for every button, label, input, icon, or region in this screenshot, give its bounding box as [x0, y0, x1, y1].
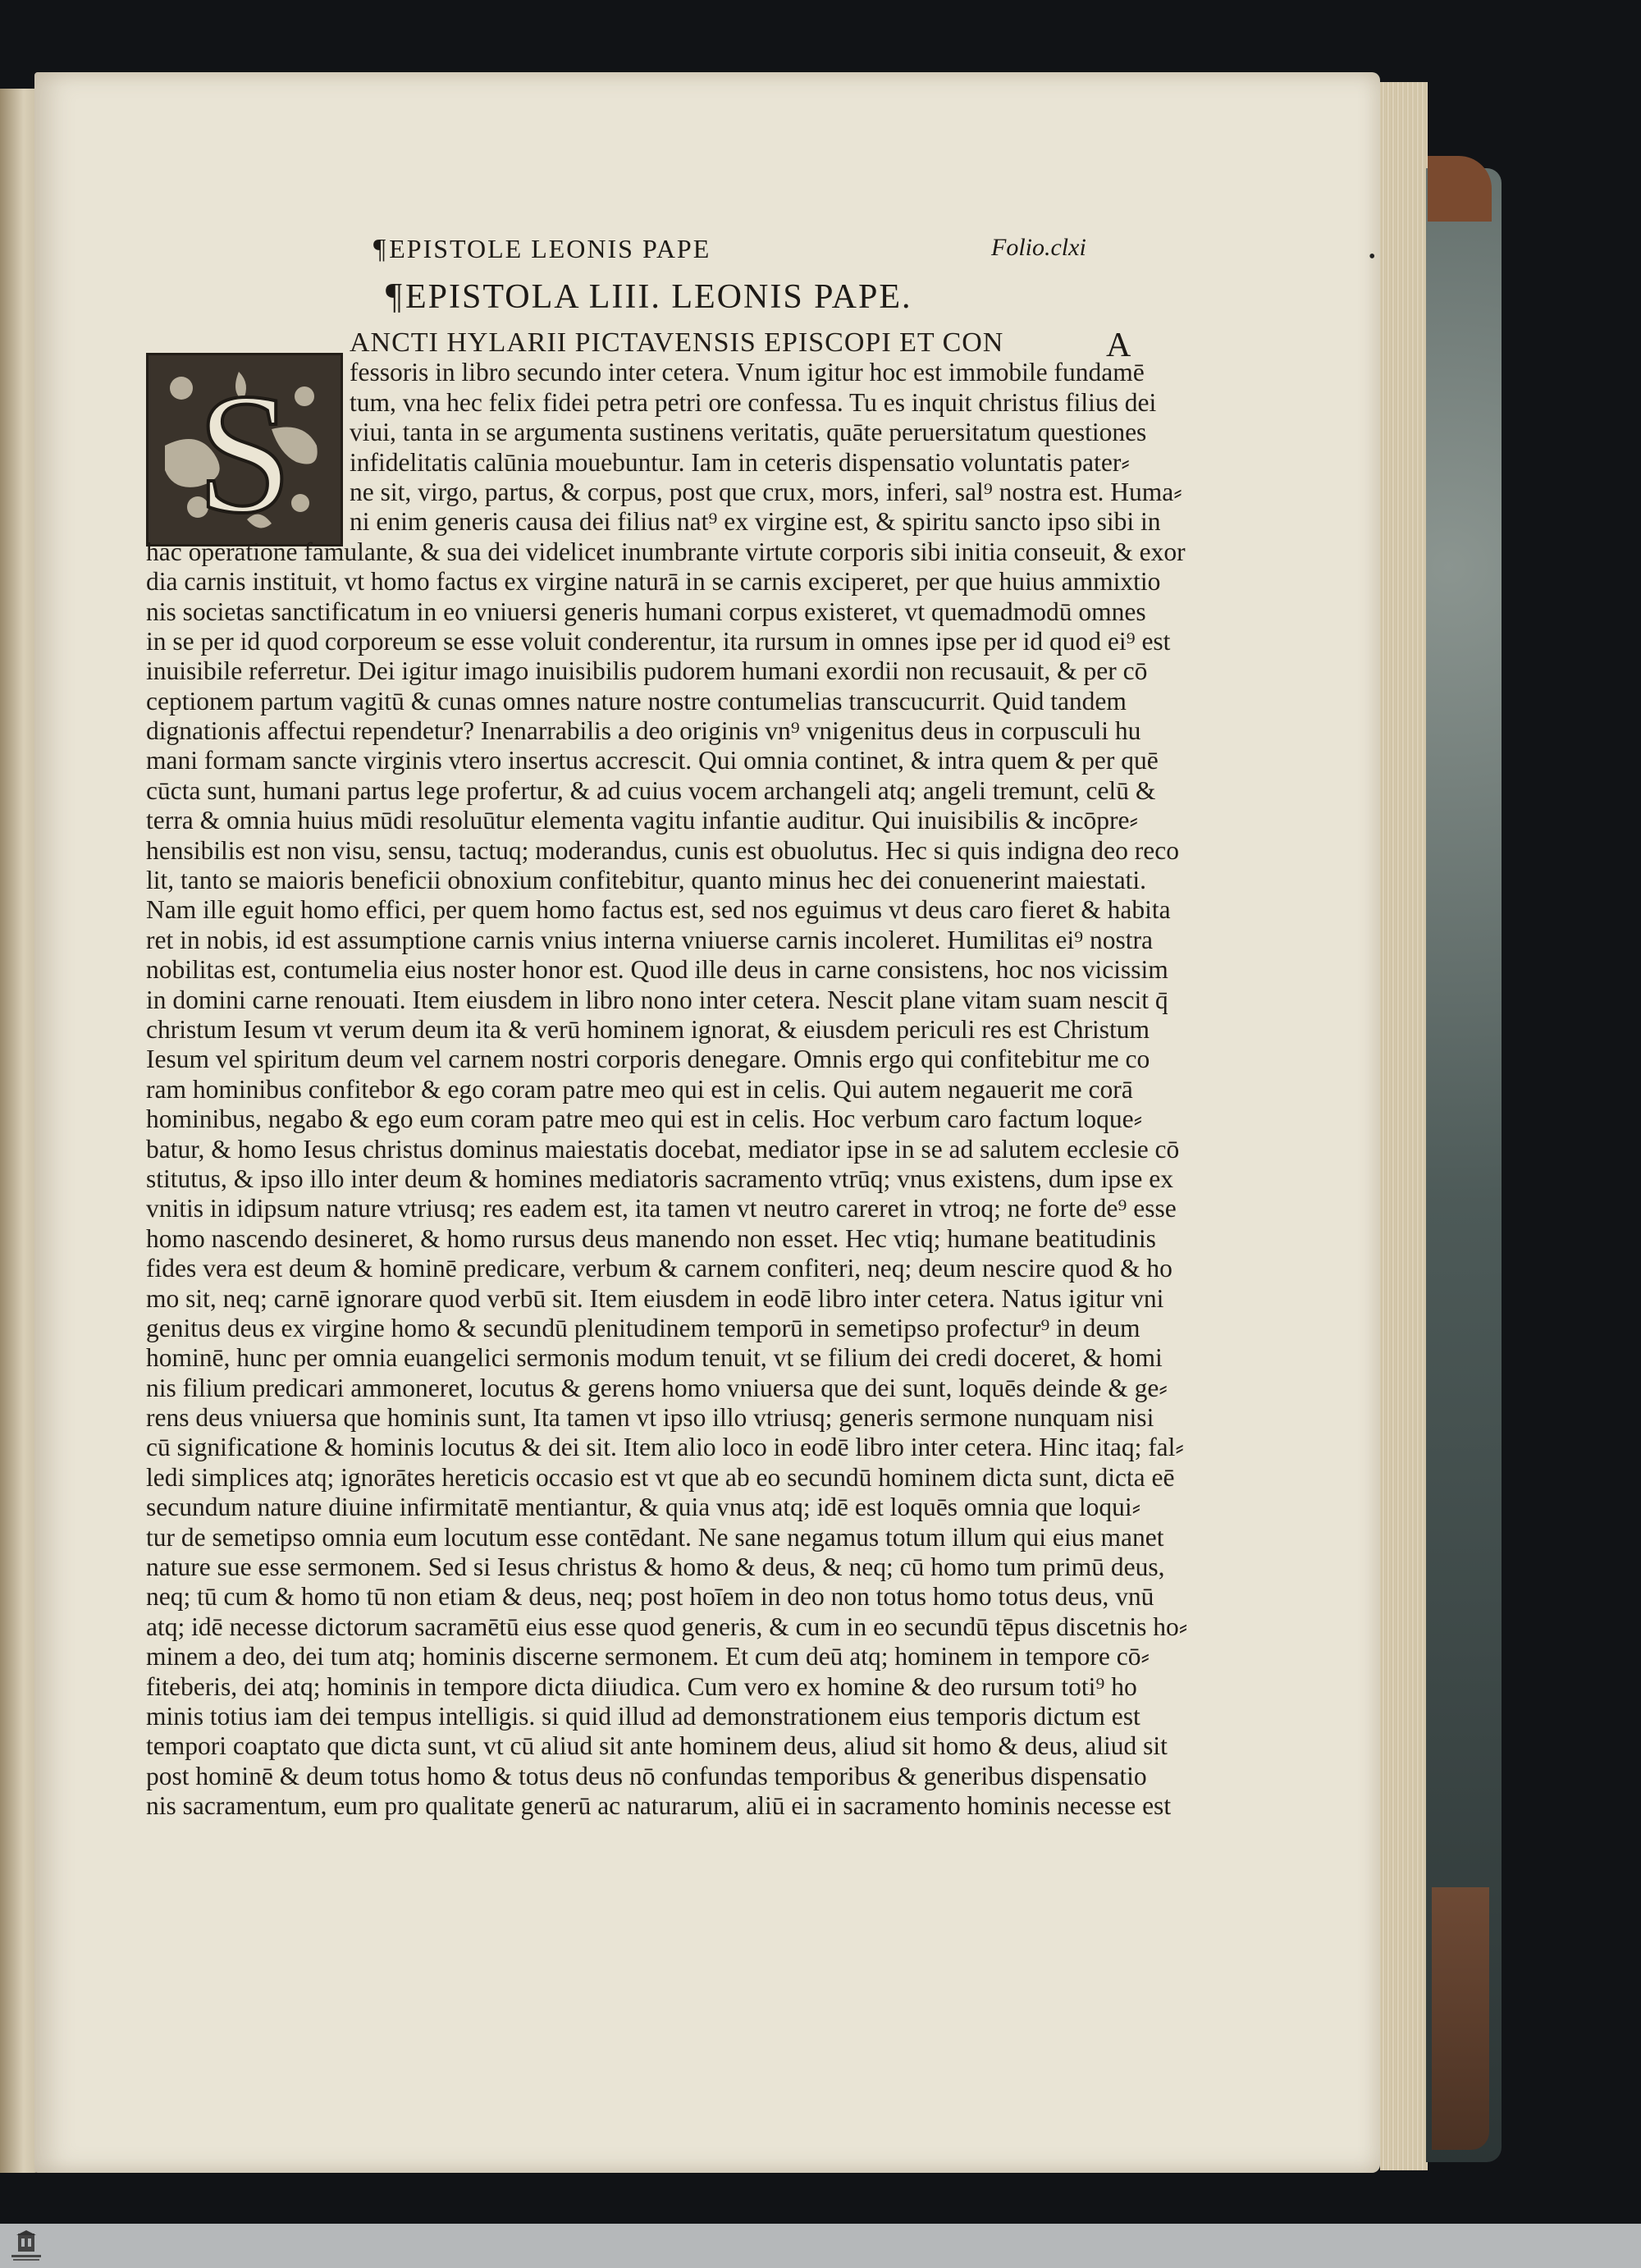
text-line: tum, vna hec felix fidei petra petri ore confessa. Tu es inquit christus filius dei [350, 387, 1157, 417]
text-line: fiteberis, dei atq; hominis in tempore dicta diiudica. Cum vero ex homine & deo rursum toti⁹ ho [146, 1671, 1137, 1701]
text-line: nobilitas est, contumelia eius noster honor est. Quod ille deus in carne consistens, hoc nos vicissim [146, 955, 1168, 985]
text-line: cūcta sunt, humani partus lege profertur, & ad cuius vocem archangeli atq; angeli tremunt, celū & [146, 775, 1156, 805]
text-line: hac operatione famulante, & sua dei videlicet inumbrante virtute corporis sibi initia conseuit, & exor [146, 537, 1186, 566]
text-line: post hominē & deum totus homo & totus deus nō confundas temporibus & generibus dispensatio [146, 1761, 1147, 1790]
text-line: dia carnis instituit, vt homo factus ex virgine naturā in se carnis exciperet, per que huius ammixtio [146, 567, 1161, 597]
viewer-footer-bar [0, 2224, 1641, 2268]
text-line: Iesum vel spiritum deum vel carnem nostri corporis denegare. Omnis ergo qui confitebitur me co [146, 1045, 1150, 1074]
text-line: fessoris in libro secundo inter cetera. Vnum igitur hoc est immobile fundamē [350, 358, 1145, 387]
running-title [373, 234, 711, 265]
text-line: inuisibile referretur. Dei igitur imago inuisibilis pudorem humani exordii non recusauit, & per cō [146, 656, 1148, 686]
book-cover [1426, 168, 1502, 2162]
text-line: nis societas sanctificatum in eo vniuersi generis humani corpus existeret, vt quemadmodū omnes [146, 597, 1146, 626]
left-page-edge [0, 89, 39, 2173]
text-line: christum Iesum vt verum deum ita & verū hominem ignorat, & eiusdem periculi res est Christum [146, 1014, 1150, 1044]
text-line: ceptionem partum vagitū & cunas omnes nature nostre contumelias transcucurrit. Quid tandem [146, 686, 1127, 716]
text-line: cū significatione & hominis locutus & dei sit. Item alio loco in eodē libro inter cetera. Hinc itaq; fal⸗ [146, 1433, 1184, 1462]
epistle-title-text: EPISTOLA LIII. LEONIS PAPE. [405, 278, 912, 316]
marginal-annotation [1387, 985, 1411, 1559]
text-line: lit, tanto se maioris beneficii obnoxium confitebitur, quanto minus hec dei conuenerint maiestati. [146, 866, 1147, 895]
text-line: hensibilis est non visu, sensu, tactuq; moderandus, cunis est obuolutus. Hec si quis indigna deo reco [146, 835, 1179, 865]
text-line: tempori coaptato que dicta sunt, vt cū aliud sit ante hominem deus, aliud sit homo & deus, aliud sit [146, 1731, 1168, 1761]
page-mark-dot: • [1369, 246, 1376, 267]
text-line: genitus deus ex virgine homo & secundū plenitudinem temporū in semetipso profectur⁹ in deum [146, 1313, 1140, 1342]
text-line: viui, tanta in se argumenta sustinens veritatis, quāte peruersitatum questiones [350, 418, 1147, 447]
text-line: ret in nobis, id est assumptione carnis vnius interna vniuerse carnis incoleret. Humilitas ei⁹ nostra [146, 925, 1153, 954]
text-line: ANCTI HYLARII PICTAVENSIS EPISCOPI ET CON [350, 327, 1004, 358]
text-line: nature sue esse sermonem. Sed si Iesus christus & homo & deus, & neq; cū homo tum primū deus, [146, 1552, 1165, 1582]
text-line: stitutus, & ipso illo inter deum & homines mediatoris sacramento vtrūq; vnus existens, dum ipse ex [146, 1164, 1173, 1193]
text-line: infidelitatis calūnia mouebuntur. Iam in ceteris dispensatio voluntatis pater⸗ [350, 447, 1130, 477]
initial-letter: S [196, 359, 293, 549]
running-title-text: EPISTOLE LEONIS PAPE [389, 234, 711, 263]
text-line: terra & omnia huius mūdi resoluūtur elementa vagitu infantie auditur. Qui inuisibilis & incōpre⸗ [146, 806, 1138, 835]
text-line: minis totius iam dei tempus intelligis. si quid illud ad demonstrationem eius temporis dictum est [146, 1701, 1140, 1731]
text-line: in domini carne renouati. Item eiusdem in libro nono inter cetera. Nescit plane vitam suam nescit q̄ [146, 985, 1168, 1014]
text-line: atq; idē necesse dictorum sacramētū eius esse quod generis, & cum in eo secundū tēpus discetnis ho⸗ [146, 1612, 1188, 1641]
text-line: dignationis affectui rependetur? Inenarrabilis a deo originis vn⁹ vnigenitus deus in corpusculi hu [146, 716, 1141, 746]
text-line: hominibus, negabo & ego eum coram patre meo qui est in celis. Hoc verbum caro factum loque⸗ [146, 1104, 1143, 1134]
text-line: ne sit, virgo, partus, & corpus, post que crux, mors, inferi, sal⁹ nostra est. Huma⸗ [350, 477, 1182, 506]
text-line: mani formam sancte virginis vtero insertus accrescit. Qui omnia continet, & intra quem & per quē [146, 746, 1159, 775]
text-line: batur, & homo Iesus christus dominus maiestatis docebat, mediator ipse in se ad salutem ecclesie cō [146, 1134, 1180, 1164]
text-line: secundum nature diuine infirmitatē mentiantur, & quia vnus atq; idē est loquēs omnia que loqui⸗ [146, 1493, 1141, 1522]
epistle-title [386, 275, 912, 317]
side-section-letter: A [1106, 327, 1131, 364]
text-line: rens deus vniuersa que hominis sunt, Ita tamen vt ipso illo vtriusq; generis sermone nunquam nisi [146, 1403, 1154, 1433]
pilcrow-mark: ¶ [373, 234, 388, 264]
text-line: fides vera est deum & hominē predicare, verbum & carnem confiteri, neq; deum nescire quod & ho [146, 1254, 1172, 1283]
text-line: ledi simplices atq; ignorātes hereticis occasio est vt que ab eo secundū hominem dicta sunt, dicta eē [146, 1462, 1175, 1492]
text-line: homo nascendo desineret, & homo rursus deus manendo non esset. Hec vtiq; humane beatitudinis [146, 1223, 1156, 1253]
folio-number: Folio.clxi [991, 234, 1086, 261]
pilcrow-mark-title: ¶ [386, 276, 404, 316]
body-text [146, 327, 1188, 1822]
cover-leather-top [1428, 156, 1492, 222]
text-line: Nam ille eguit homo effici, per quem homo factus est, sed nos eguimus vt deus caro fieret & habita [146, 895, 1171, 925]
text-line: hominē, hunc per omnia euangelici sermonis modum tenuit, vt se filium dei credi doceret, & homi [146, 1343, 1163, 1373]
text-line: mo sit, neq; carnē ignorare quod verbū sit. Item eiusdem in eodē libro inter cetera. Natus igitur vni [146, 1283, 1164, 1313]
text-line: ni enim generis causa dei filius nat⁹ ex virgine est, & spiritu sancto ipso sibi in [350, 507, 1161, 537]
text-line: nis filium predicari ammoneret, locutus & gerens homo vniuersa que dei sunt, loquēs deinde & ge⸗ [146, 1373, 1168, 1402]
cover-leather-bottom [1432, 1887, 1489, 2150]
text-line: nis sacramentum, eum pro qualitate generū ac naturarum, aliū ei in sacramento hominis necesse est [146, 1791, 1172, 1821]
text-line: tur de semetipso omnia eum locutum esse contēdant. Ne sane negamus totum illum qui eius manet [146, 1522, 1164, 1552]
library-logo-icon [8, 2230, 44, 2263]
text-line: vnitis in idipsum nature vtriusq; res eadem est, ita tamen vt neutro careret in vtroq; ne forte de⁹ esse [146, 1194, 1177, 1223]
text-line: ram hominibus confitebor & ego coram patre meo qui est in celis. Qui autem negauerit me corā [146, 1074, 1133, 1104]
text-line: minem a deo, dei tum atq; hominis discerne sermonem. Et cum deū atq; hominem in tempore cō⸗ [146, 1642, 1150, 1671]
text-line: neq; tū cum & homo tū non etiam & deus, neq; post hoīem in deo non totus homo totus deus, vnū [146, 1582, 1154, 1612]
text-line: in se per id quod corporeum se esse voluit conderentur, ita rursum in omnes ipse per id quod ei⁹ est [146, 626, 1171, 656]
